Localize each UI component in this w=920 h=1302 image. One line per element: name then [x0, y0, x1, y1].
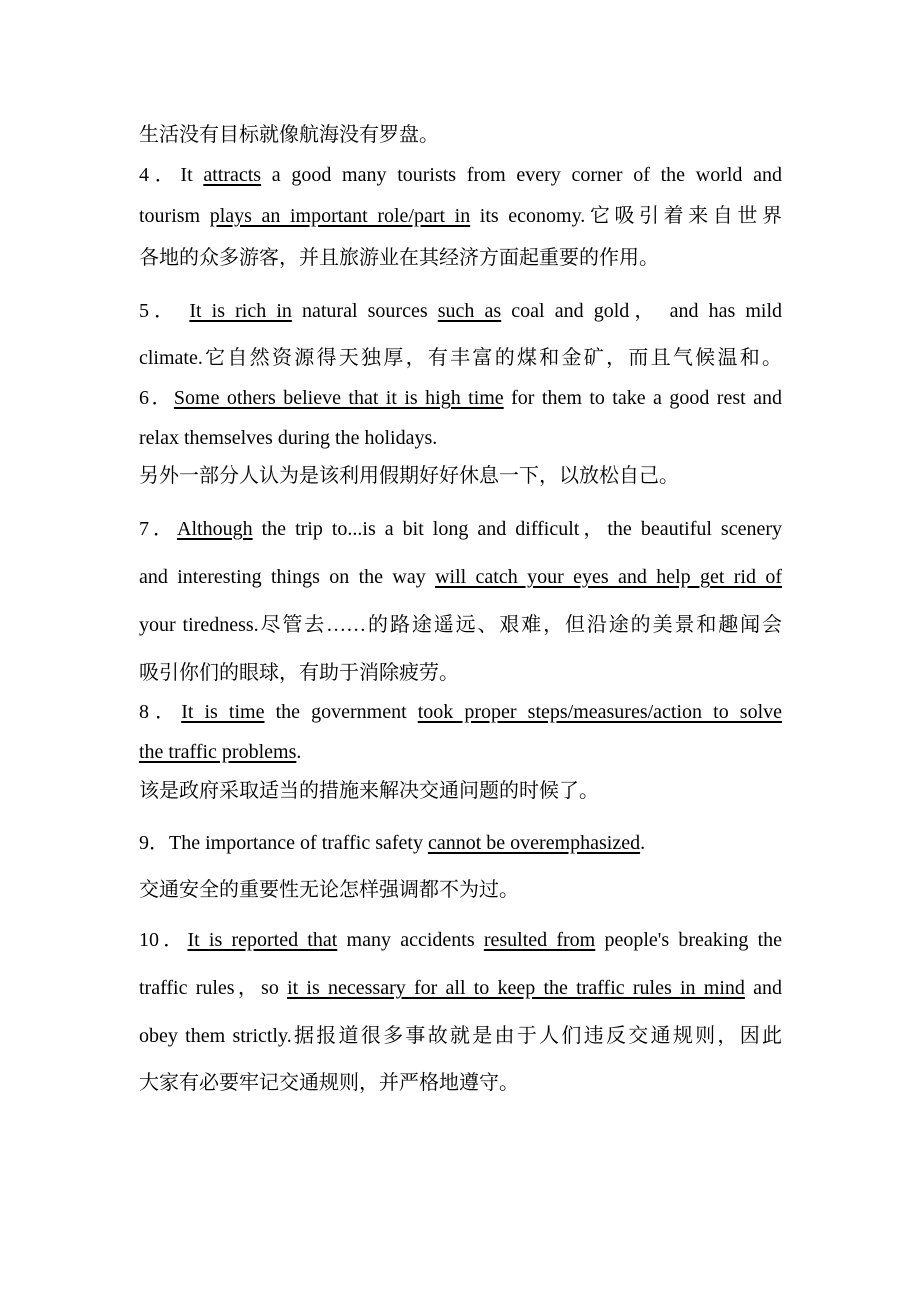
text-segment: and	[744, 977, 782, 999]
underlined-phrase: will catch your eyes and help get rid of	[435, 566, 782, 588]
text-line	[139, 245, 782, 271]
text-segment: 各地的众多游客，并且旅游业在其经济方面起重要的作用。	[139, 247, 659, 269]
underlined-phrase: such as	[437, 300, 502, 322]
text-line	[139, 660, 782, 686]
text-line	[139, 425, 782, 451]
text-segment: natural sources	[291, 300, 438, 322]
text-segment: traffic rules，so	[139, 977, 288, 999]
text-line	[139, 564, 782, 590]
text-segment: .	[296, 741, 302, 763]
text-segment: tourism	[139, 205, 210, 227]
underlined-phrase: it is necessary for all to keep the traffic rules in mind	[287, 977, 745, 999]
text-segment: your tiredness.尽管去……的路途遥远、艰难，但沿途的美景和趣闻会	[139, 614, 782, 636]
text-segment: 交通安全的重要性无论怎样强调都不为过。	[139, 879, 519, 901]
text-segment: 大家有必要牢记交通规则，并严格地遵守。	[139, 1072, 519, 1094]
text-segment: 生活没有目标就像航海没有罗盘。	[139, 124, 439, 146]
text-segment: its economy.它吸引着来自世界	[470, 205, 782, 227]
text-segment: .	[640, 832, 646, 854]
text-segment: many accidents	[337, 929, 484, 951]
text-line	[139, 739, 782, 765]
underlined-phrase: It is time	[181, 701, 265, 723]
text-segment: people's breaking the	[595, 929, 782, 951]
text-segment: 5．	[139, 300, 190, 322]
text-line	[139, 612, 782, 638]
text-line	[139, 345, 782, 371]
underlined-phrase: took proper steps/measures/action to solve	[417, 701, 782, 723]
text-segment: 7．	[139, 518, 178, 540]
underlined-phrase: resulted from	[483, 929, 596, 951]
text-segment: 9．The importance of traffic safety	[139, 832, 428, 854]
text-segment: a good many tourists from every corner of the world and	[261, 164, 782, 186]
text-line	[139, 830, 782, 856]
text-line	[139, 699, 782, 725]
text-line	[139, 877, 782, 903]
text-segment: 该是政府采取适当的措施来解决交通问题的时候了。	[139, 780, 599, 802]
text-segment: coal and gold， and has mild	[501, 300, 782, 322]
text-line	[139, 385, 782, 411]
text-line	[139, 162, 782, 188]
text-line	[139, 975, 782, 1001]
text-segment: for them to take a good rest and	[503, 387, 782, 409]
underlined-phrase: the traffic problems	[139, 741, 297, 763]
text-segment: 8．	[139, 701, 182, 723]
text-segment: 6．	[139, 387, 174, 409]
text-line	[139, 927, 782, 953]
text-segment: obey them strictly.据报道很多事故就是由于人们违反交通规则，因此	[139, 1025, 782, 1047]
underlined-phrase: It is rich in	[189, 300, 292, 322]
text-segment: 4．It	[139, 164, 204, 186]
underlined-phrase: attracts	[203, 164, 262, 186]
text-segment: climate.它自然资源得天独厚，有丰富的煤和金矿，而且气候温和。	[139, 347, 782, 369]
text-segment: 吸引你们的眼球，有助于消除疲劳。	[139, 662, 459, 684]
text-segment: relax themselves during the holidays.	[139, 427, 438, 449]
text-segment: and interesting things on the way	[139, 566, 436, 588]
text-line	[139, 203, 782, 229]
underlined-phrase: cannot be overemphasized	[427, 832, 641, 854]
text-line	[139, 463, 782, 489]
underlined-phrase: plays an important role/part in	[209, 205, 471, 227]
text-line	[139, 516, 782, 542]
text-segment: 10．	[139, 929, 188, 951]
text-segment: 另外一部分人认为是该利用假期好好休息一下，以放松自己。	[139, 465, 679, 487]
text-line	[139, 298, 782, 324]
underlined-phrase: Some others believe that it is high time	[173, 387, 504, 409]
text-segment: the government	[264, 701, 418, 723]
underlined-phrase: It is reported that	[187, 929, 338, 951]
text-line	[139, 122, 782, 148]
text-line	[139, 1070, 782, 1096]
text-line	[139, 1023, 782, 1049]
text-line	[139, 778, 782, 804]
underlined-phrase: Although	[177, 518, 253, 540]
text-segment: the trip to...is a bit long and difficult，the beautiful scenery	[252, 518, 782, 540]
